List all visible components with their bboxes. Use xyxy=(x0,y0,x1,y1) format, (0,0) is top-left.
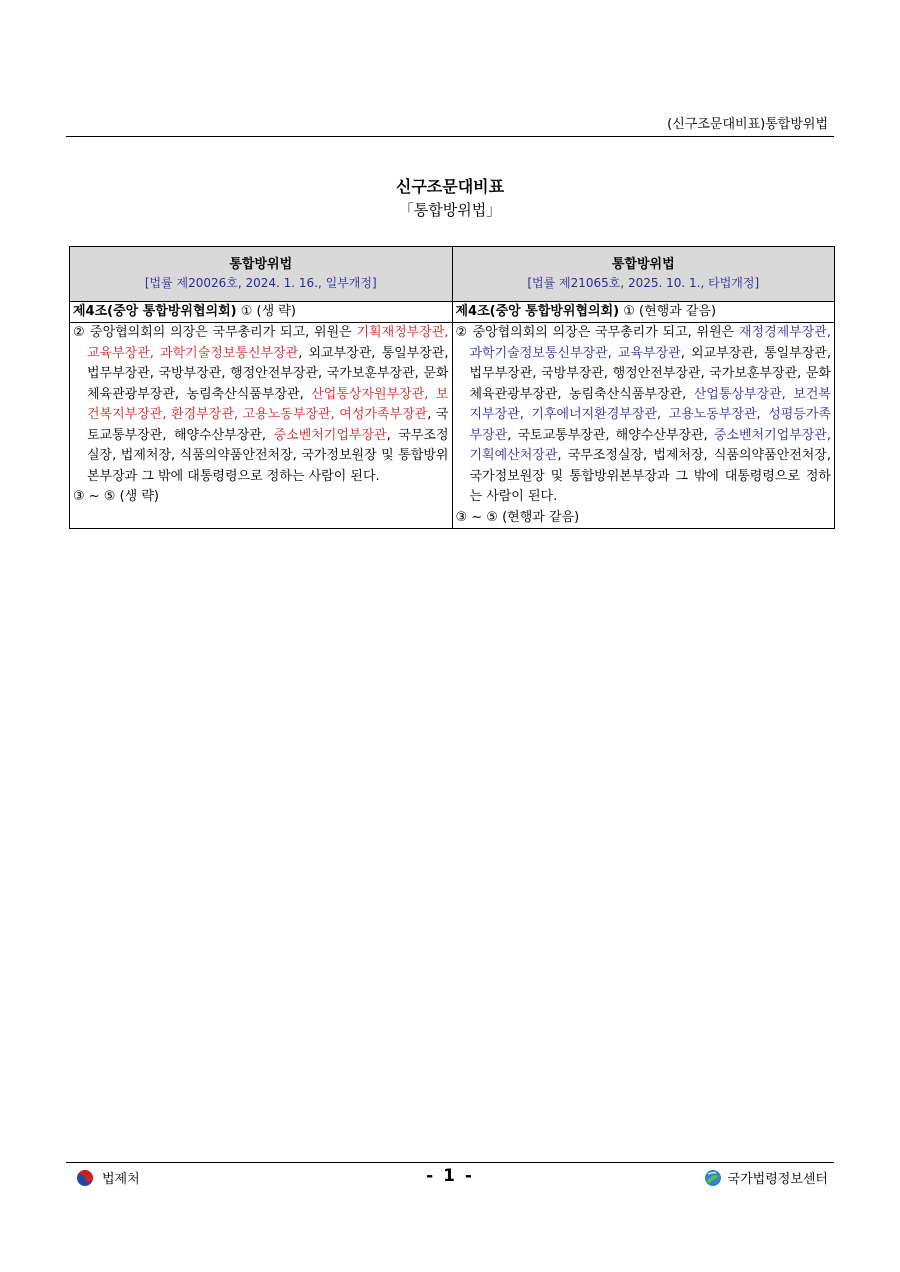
right-paragraph-2-run-changed: 중소벤처기업부장관, 기획예산처장관 xyxy=(469,427,831,463)
document-subtitle: 「통합방위법」 xyxy=(398,201,502,219)
page-number: - 1 - xyxy=(426,1166,474,1186)
article-body-row xyxy=(70,323,835,529)
footer-right xyxy=(704,1168,828,1187)
left-paragraph-2-run: , 국토교통부장관, 해양수산부장관, xyxy=(87,407,449,443)
right-paragraph-2-run-changed: 재정경제부장관, 과학기술정보통신부장관, 교육부장관 xyxy=(469,325,831,361)
footer-org: 법제처 xyxy=(102,1172,140,1187)
right-paragraph-2-run: ② 중앙협의회의 의장은 국무총리가 되고, 위원은 xyxy=(455,325,739,340)
left-article-body xyxy=(70,323,453,529)
right-paragraph-2-run: , 국토교통부장관, 해양수산부장관, xyxy=(507,427,714,443)
right-article-body xyxy=(452,323,835,529)
article-title-row xyxy=(70,302,835,323)
header-rule xyxy=(66,136,834,137)
right-law-ref: [법률 제21065호, 2025. 10. 1., 타법개정] xyxy=(527,276,760,290)
right-paragraph-2-run: , 국무조정실장, 법제처장, 식품의약품안전처장, 국가정보원장 및 통합방위본부장과 그 밖에 대통령령으로 정하는 사람이 된다. xyxy=(469,448,831,504)
table-header-row xyxy=(70,247,835,302)
right-paragraph-2-run-changed: 산업통상부장관, 보건복지부장관, 기후에너지환경부장관, 고용노동부장관, 성평등가족부장관 xyxy=(469,386,831,443)
left-paragraph-2-run: , 국무조정실장, 법제처장, 식품의약품안전처장, 국가정보원장 및 통합방위본부장과 그 밖에 대통령령으로 정하는 사람이 된다. xyxy=(87,427,449,484)
right-article-title xyxy=(452,302,835,323)
footer-center-name: 국가법령정보센터 xyxy=(727,1172,828,1187)
right-column-header xyxy=(452,247,835,302)
left-article-p1: ① (생 략) xyxy=(236,304,296,319)
comparison-table xyxy=(69,246,835,529)
left-paragraph-2-run-changed: 중소벤처기업부장관 xyxy=(273,427,387,443)
left-paragraph-2-run-changed: 기획재정부장관, 교육부장관, 과학기술정보통신부장관 xyxy=(87,325,449,361)
left-paragraph-2-run: , 외교부장관, 통일부장관, 법무부장관, 국방부장관, 행정안전부장관, 국가보훈부장관, 문화체육관광부장관, 농림축산식품부장관, xyxy=(87,345,449,402)
running-header: (신구조문대비표)통합방위법 xyxy=(667,117,828,132)
left-article-title xyxy=(70,302,453,323)
document-title: 신구조문대비표 xyxy=(395,177,505,196)
globe-logo-icon xyxy=(704,1169,722,1187)
right-paragraph-2-run: , 외교부장관, 통일부장관, 법무부장관, 국방부장관, 행정안전부장관, 국가보훈부장관, 문화체육관광부장관, 농림축산식품부장관, xyxy=(469,345,831,402)
left-law-ref: [법률 제20026호, 2024. 1. 16., 일부개정] xyxy=(144,276,377,290)
left-law-name: 통합방위법 xyxy=(229,257,293,272)
right-law-name: 통합방위법 xyxy=(611,257,675,272)
left-article-heading: 제4조(중앙 통합방위협의회) xyxy=(73,304,237,319)
footer-rule xyxy=(66,1162,834,1163)
left-paragraph-3-5: ③ ~ ⑤ (생 략) xyxy=(73,489,159,504)
right-article-p1: ① (현행과 같음) xyxy=(619,304,717,319)
left-paragraph-2-run: ② 중앙협의회의 의장은 국무총리가 되고, 위원은 xyxy=(73,325,357,340)
left-column-header xyxy=(70,247,453,302)
right-article-heading: 제4조(중앙 통합방위협의회) xyxy=(455,304,620,319)
right-paragraph-2 xyxy=(456,323,832,508)
left-paragraph-2 xyxy=(73,323,449,487)
right-paragraph-3-5: ③ ~ ⑤ (현행과 같음) xyxy=(455,509,580,525)
left-paragraph-2-run-changed: 산업통상자원부장관, 보건복지부장관, 환경부장관, 고용노동부장관, 여성가족부장관 xyxy=(87,386,449,422)
